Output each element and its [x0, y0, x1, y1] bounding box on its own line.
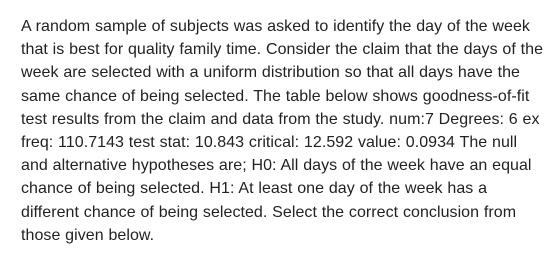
question-text: A random sample of subjects was asked to identify the day of the week that is best for quality family time. Consider the claim that the days of the week are selected with a uniform distribution so that all days have the same chance of being selected. The table below shows goodness-of-fit test results from the claim and data from the study. num:7 Degrees: 6 ex freq: 110.7143 test stat: 10.843 critical: 12.592 value: 0.0934 The null and alternative hypotheses are; H0: All days of the week have an equal chance of being selected. H1: At least one day of the week has a different chance of being selected. Select the correct conclusion from those given below.: [21, 18, 544, 244]
